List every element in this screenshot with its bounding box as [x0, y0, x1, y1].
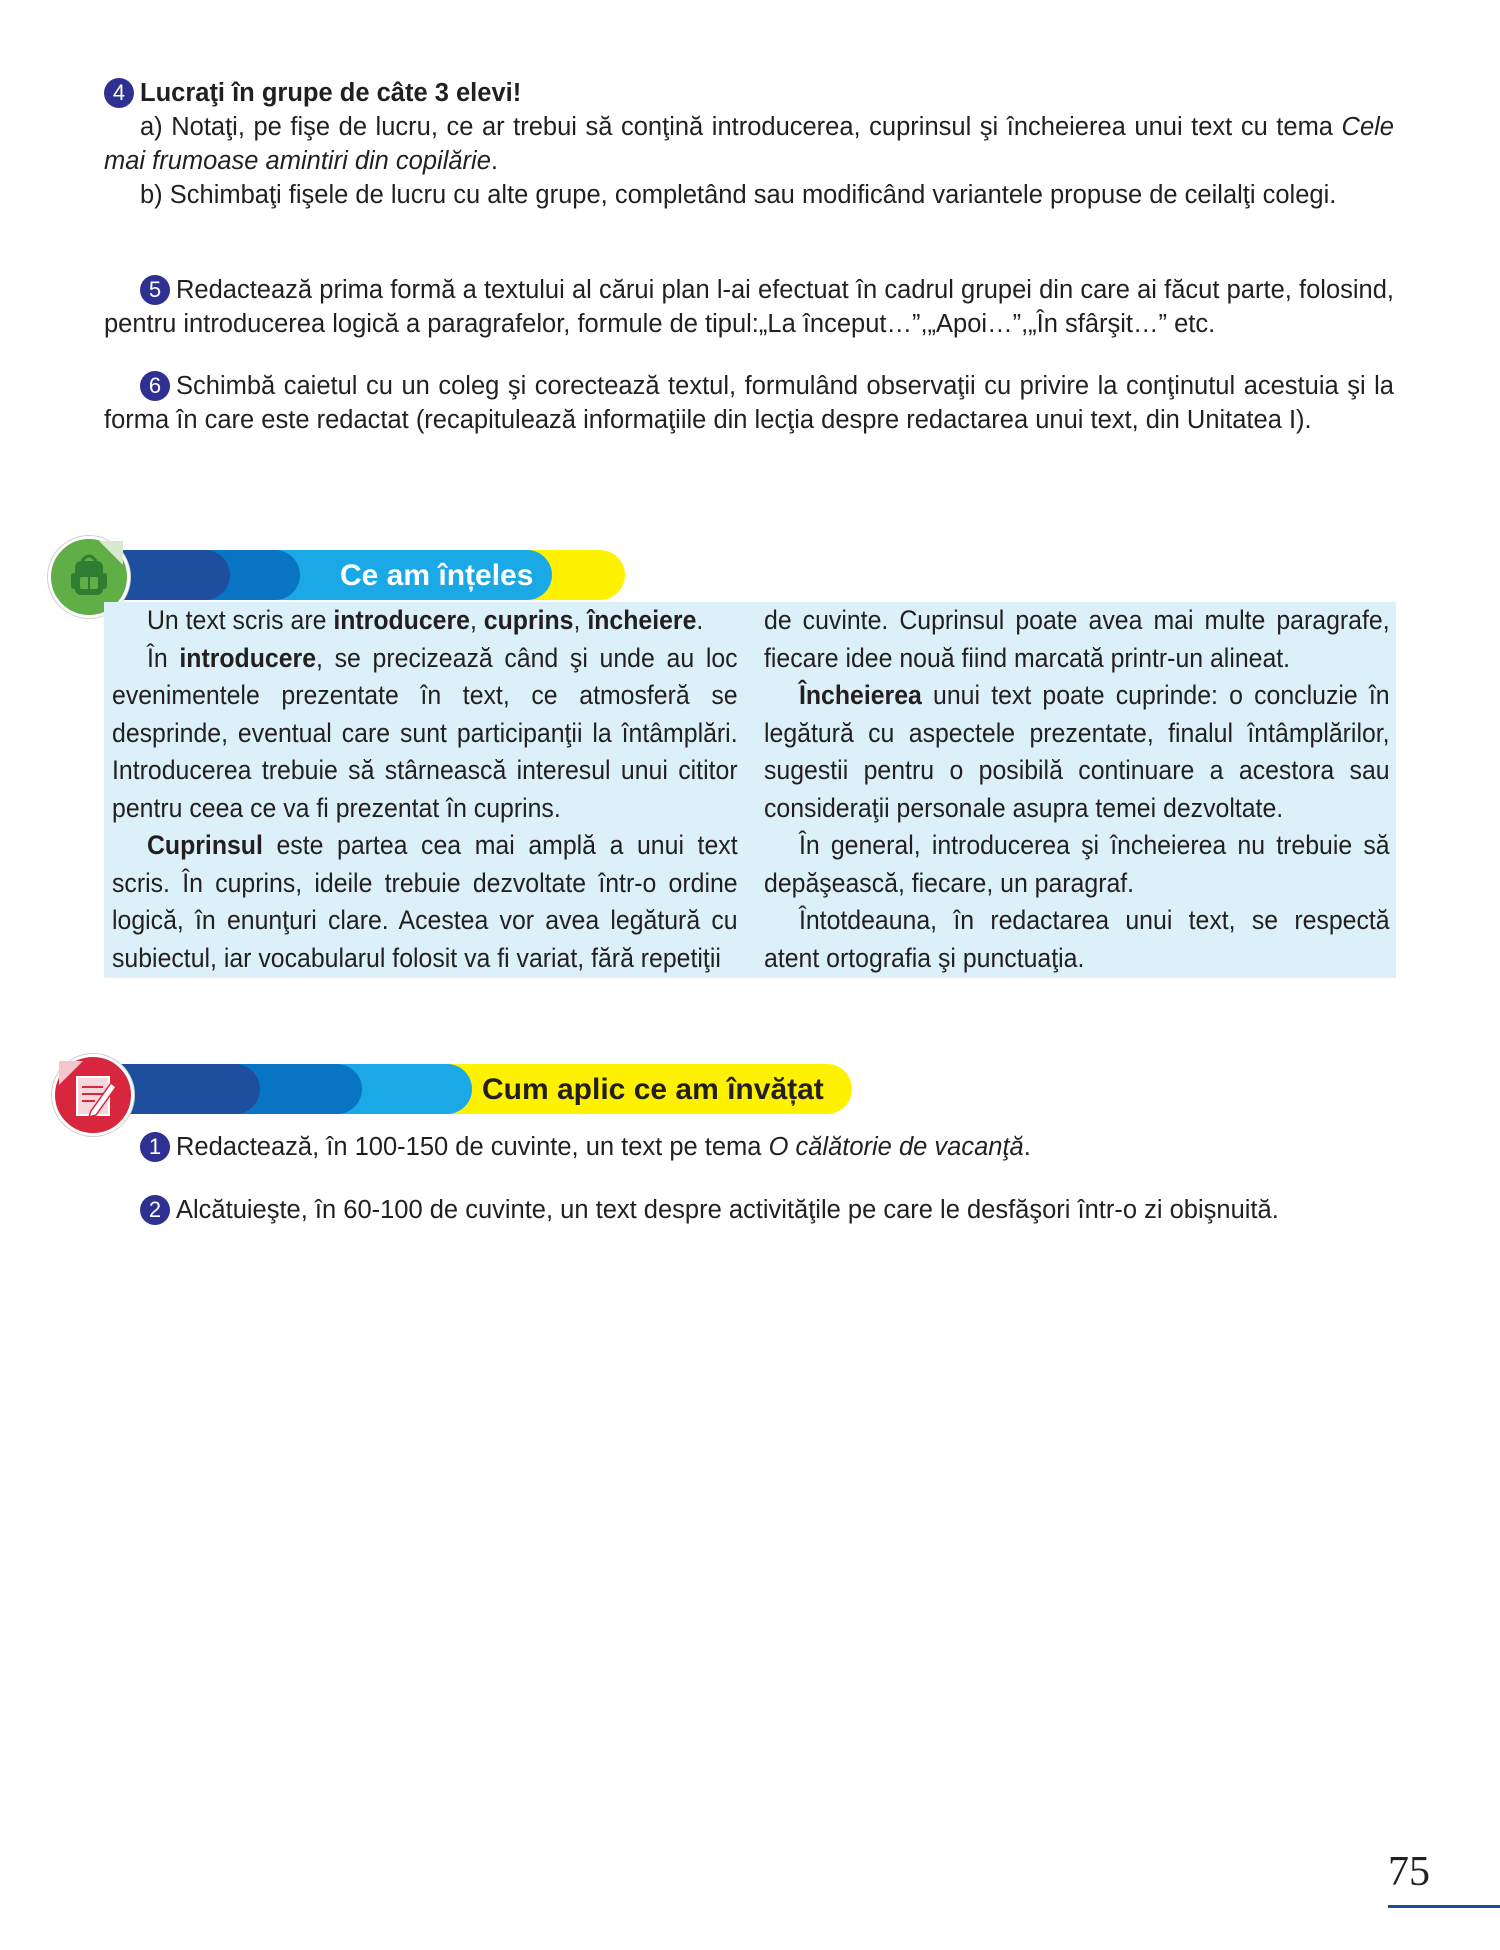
exercise-number-badge: 6	[140, 371, 170, 401]
summary-text: unui text poate cuprinde: o concluzie în legătură cu aspectele prezentate, finalul întâmplărilor, sugestii pentru o posibilă continuare a acestora sau consideraţii personale asupra temei dezvoltate.	[764, 680, 1390, 823]
writing-pencil-icon	[55, 1057, 131, 1133]
exercise-text: b) Schimbaţi fişele de lucru cu alte grupe, completând sau modificând variantele propuse de ceilalţi colegi.	[140, 181, 1337, 209]
exercise-number-badge: 2	[140, 1195, 170, 1225]
keyword: cuprins	[483, 605, 574, 635]
page-number-rule	[1388, 1905, 1500, 1908]
exercise-text: Schimbă caietul cu un coleg şi corectează textul, formulând observaţii cu privire la conţinutul acestuia şi la forma în care este redactat (recapitulează informaţiile din lecţia despre redactarea unui text, din Unitatea I).	[104, 372, 1394, 434]
exercise-text: Redactează, în 100-150 de cuvinte, un text pe tema	[176, 1133, 769, 1161]
exercise-theme: Cele mai frumoase amintiri din copilărie	[104, 113, 1394, 175]
punctuation: .	[1023, 1133, 1031, 1161]
punctuation: ,	[469, 605, 484, 635]
punctuation: .	[490, 147, 498, 175]
summary-text: În general, introducerea şi încheierea nu trebuie să depăşească, fiecare, un paragraf.	[764, 830, 1390, 898]
summary-text: de cuvinte. Cuprinsul poate avea mai multe paragrafe, fiecare idee nouă fiind marcată printr-un alineat.	[764, 605, 1390, 673]
page-number: 75	[1388, 1849, 1430, 1895]
exercise-6	[104, 369, 1394, 437]
exercise-number-badge: 5	[140, 275, 170, 305]
keyword: Încheierea	[798, 680, 922, 710]
keyword: introducere	[333, 605, 470, 635]
exercise-4	[104, 76, 1394, 212]
exercise-text: Redactează prima formă a textului al cărui plan l-ai efectuat în cadrul grupei din care ai făcut parte, folosind, pentru introducerea logică a paragrafelor, formule de tipul:„La început…”,„Apoi…”,„În sfârşit…” etc.	[104, 276, 1394, 338]
section-banner-cum-aplic	[100, 1064, 852, 1114]
exercise-text: a) Notaţi, pe fişe de lucru, ce ar trebui să conţină introducerea, cuprinsul şi încheierea unui text cu tema	[140, 113, 1342, 141]
exercise-5	[104, 273, 1394, 341]
summary-right-column	[764, 602, 1390, 977]
exercise-theme: O călătorie de vacanţă	[768, 1133, 1024, 1161]
section-title: Cum aplic ce am învățat	[482, 1073, 824, 1106]
exercise-title: Lucraţi în grupe de câte 3 elevi!	[140, 79, 522, 107]
exercise-number-badge: 4	[104, 78, 134, 108]
exercise-text: Alcătuieşte, în 60-100 de cuvinte, un text despre activităţile pe care le desfăşori într-o zi obişnuită.	[176, 1196, 1279, 1224]
apply-item-1	[104, 1130, 1394, 1164]
keyword: Cuprinsul	[146, 830, 263, 860]
apply-item-2	[104, 1193, 1394, 1227]
exercise-number-badge: 1	[140, 1132, 170, 1162]
summary-left-column	[112, 602, 738, 977]
summary-text: este partea cea mai amplă a unui text scris. În cuprins, ideile trebuie dezvoltate într-o ordine logică, în enunţuri clare. Acestea vor avea legătură cu subiectul, iar vocabularul folosit va fi variat, fără repetiţii	[112, 830, 738, 973]
keyword: încheiere	[587, 605, 697, 635]
section-banner-ce-am-inteles	[100, 550, 625, 600]
section-title: Ce am înțeles	[340, 559, 534, 592]
punctuation: .	[696, 605, 704, 635]
keyword: introducere	[179, 642, 317, 673]
summary-box	[104, 602, 1396, 978]
summary-text: Un text scris are	[146, 605, 334, 635]
summary-text: În	[146, 642, 180, 673]
summary-text: Întotdeauna, în redactarea unui text, se respectă atent ortografia şi punctuaţia.	[764, 905, 1390, 973]
punctuation: ,	[573, 605, 588, 635]
writing-badge	[52, 1054, 134, 1136]
summary-text: , se precizează când şi unde au loc evenimentele prezentate în text, ce atmosferă se desprinde, eventual care sunt participanţii la întâmplări. Introducerea trebuie să stârnească interesul unui cititor pentru ceea ce va fi prezentat în cuprins.	[112, 642, 738, 823]
